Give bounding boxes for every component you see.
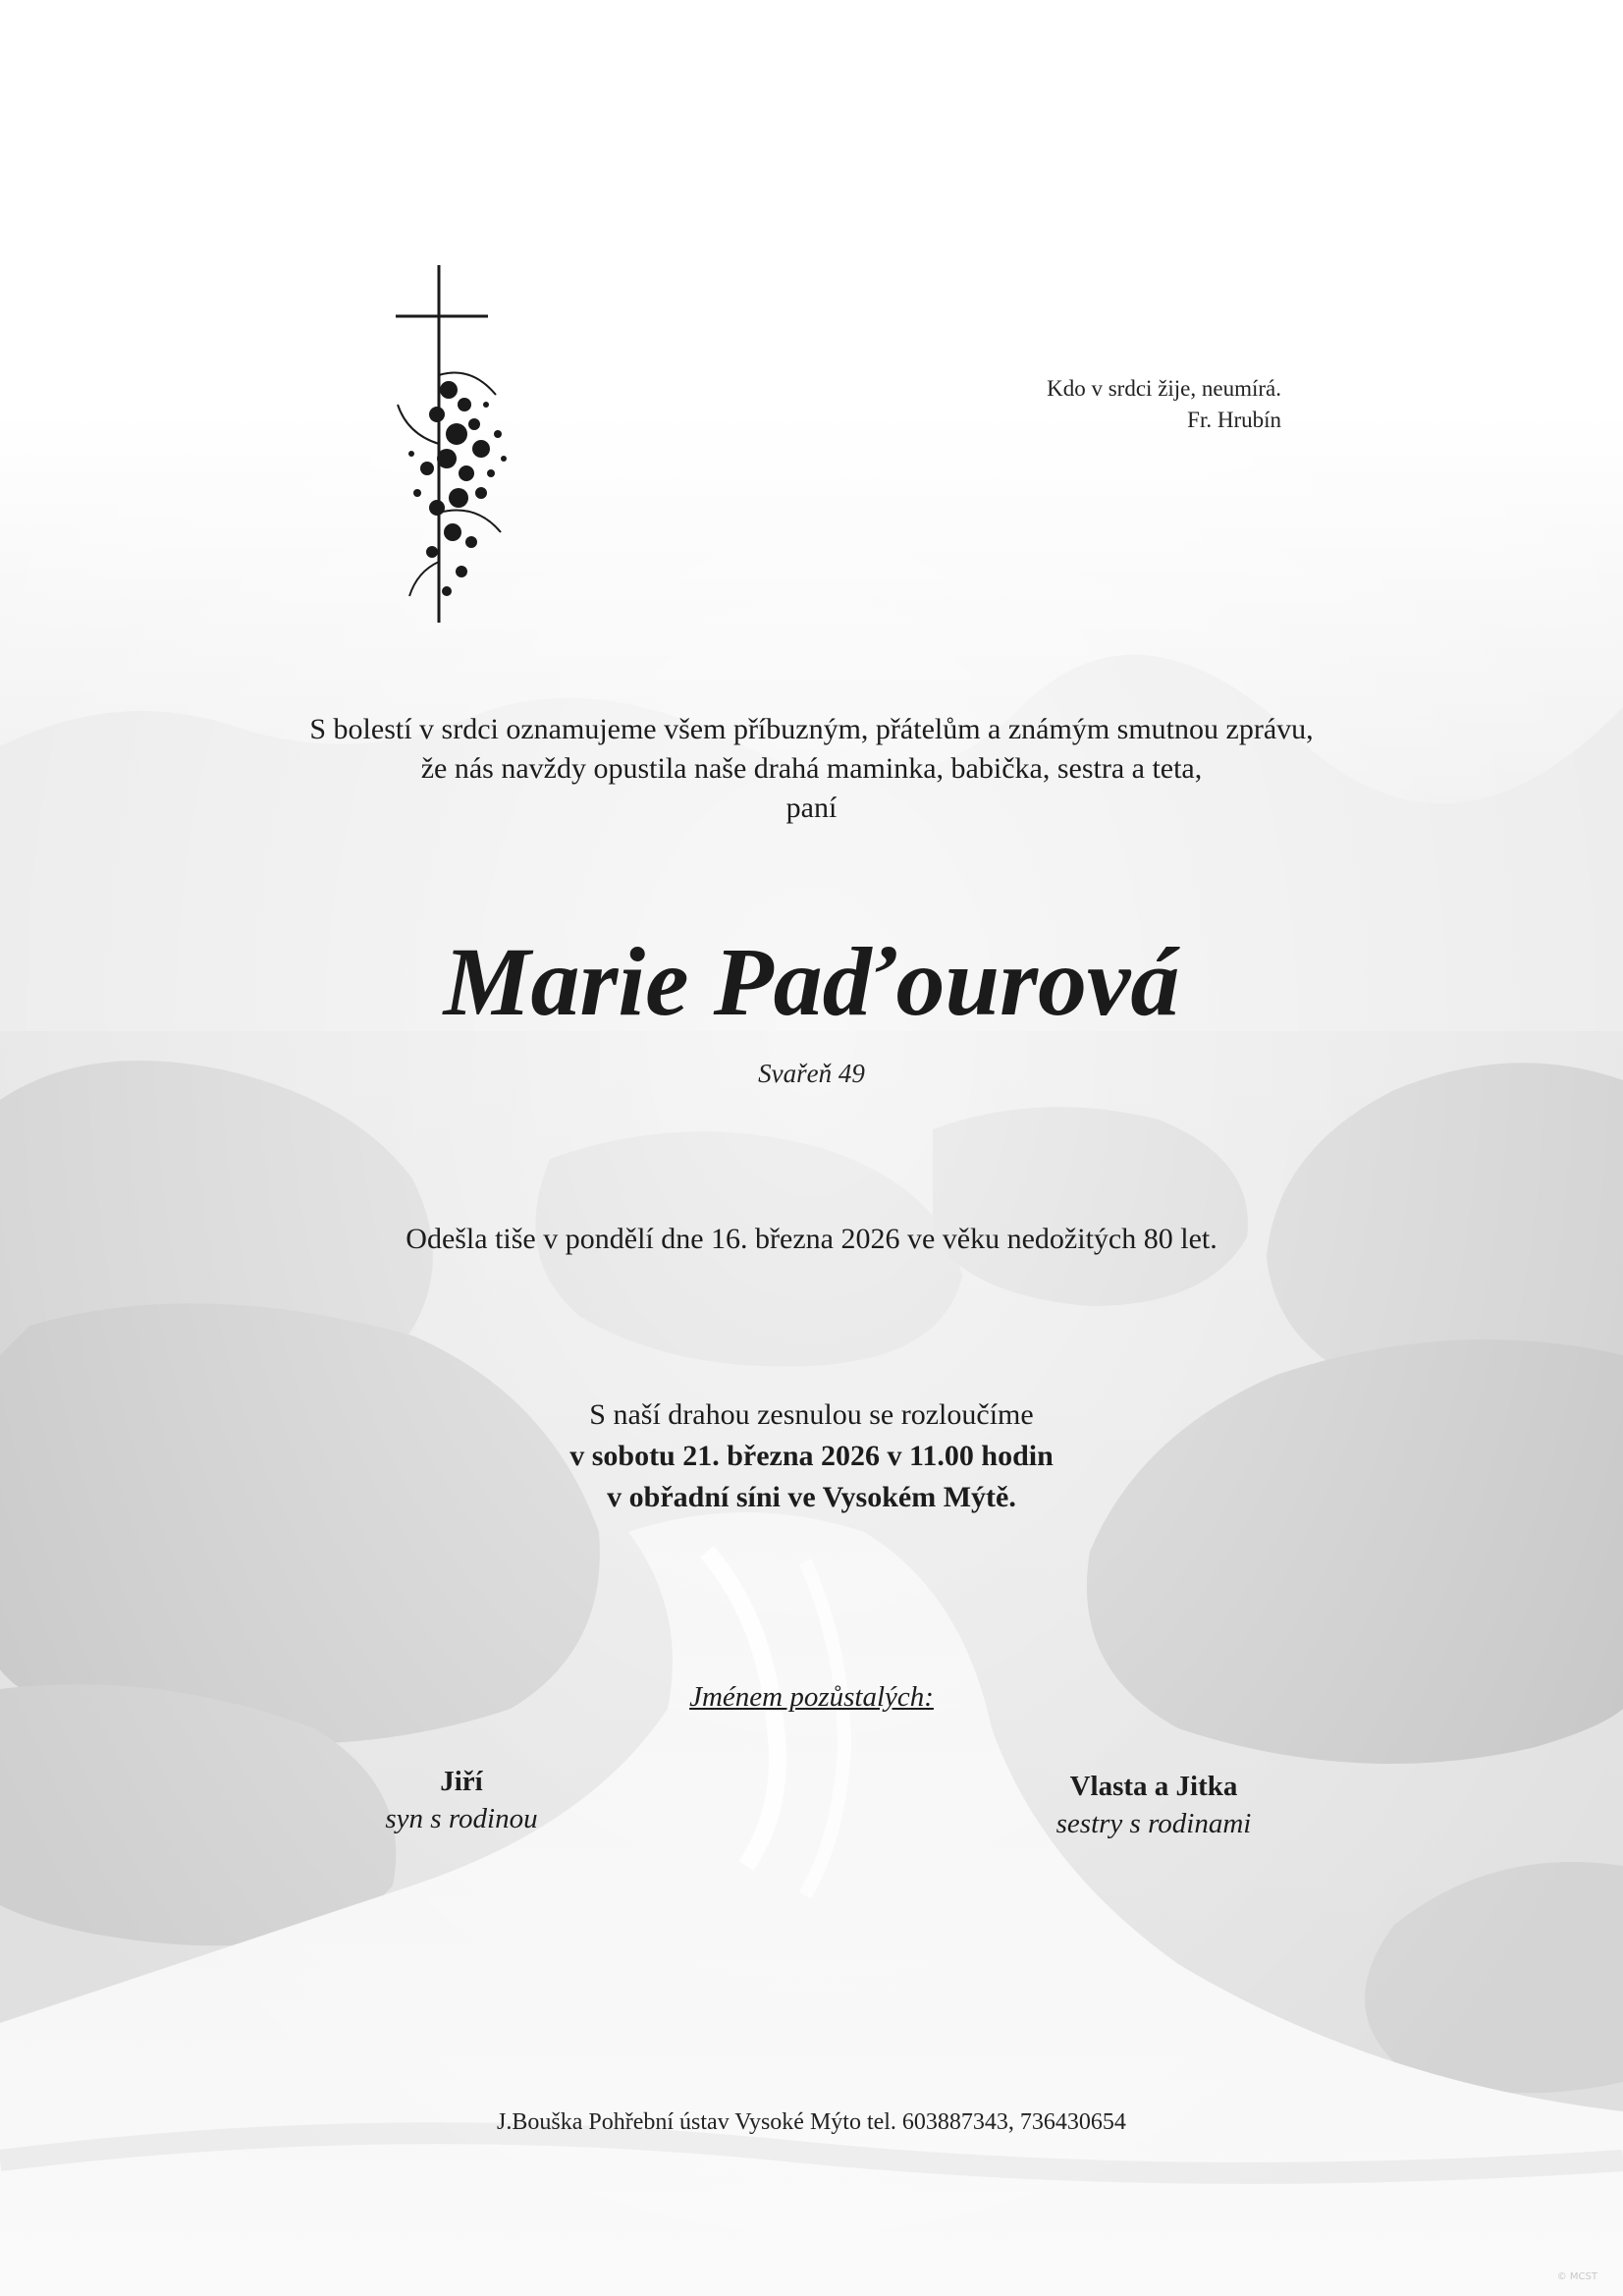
watermark: © MCST [1556, 2271, 1597, 2282]
mourner-relation: sestry s rodinami [1055, 1808, 1252, 1839]
ceremony-info [147, 1394, 1476, 1518]
ceremony-date: v sobotu 21. března 2026 v 11.00 hodin [569, 1440, 1054, 1472]
announcement-line-2: že nás navždy opustila naše drahá maminka, babička, sestra a teta, [420, 752, 1203, 785]
ceremony-place: v obřadní síni ve Vysokém Mýtě. [607, 1481, 1016, 1513]
deceased-address: Svařeň 49 [758, 1059, 865, 1088]
mourner-name: Vlasta a Jitka [1069, 1771, 1238, 1802]
mourner-name: Jiří [440, 1766, 483, 1797]
motto [864, 373, 1281, 436]
mourner-relation: syn s rodinou [385, 1803, 538, 1834]
ceremony-line-1: S naší drahou zesnulou se rozloučíme [589, 1398, 1034, 1431]
mourner [295, 1763, 628, 1837]
funeral-service-contact: J.Bouška Pohřební ústav Vysoké Mýto tel. 603887343, 736430654 [497, 2109, 1126, 2135]
announcement-line-1: S bolestí v srdci oznamujeme všem příbuzným, přátelům a známým smutnou zprávu, [309, 713, 1314, 745]
cross-with-flowers-icon [388, 257, 565, 630]
mourner [987, 1768, 1321, 1842]
announcement-line-3: paní [785, 792, 838, 824]
survivors-heading: Jménem pozůstalých: [689, 1681, 934, 1713]
deceased-name: Marie Paďourová [443, 927, 1180, 1036]
motto-author: Fr. Hrubín [1187, 408, 1281, 432]
announcement [147, 710, 1476, 828]
death-notice: Odešla tiše v pondělí dne 16. března 2026 ve věku nedožitých 80 let. [406, 1223, 1217, 1255]
motto-quote: Kdo v srdci žije, neumírá. [1047, 376, 1281, 401]
